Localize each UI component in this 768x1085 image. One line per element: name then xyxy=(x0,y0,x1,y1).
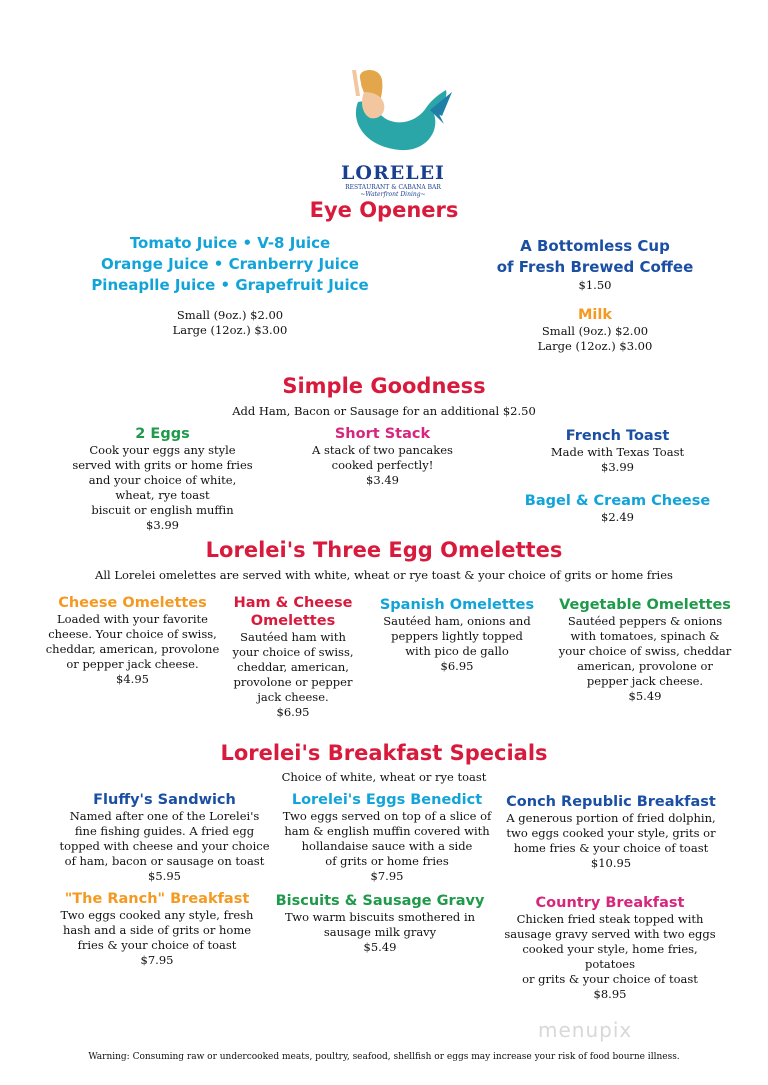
item-desc: hash and a side of grits or home xyxy=(62,923,252,937)
milk-item xyxy=(495,306,695,354)
item-desc: ham & english muffin covered with xyxy=(284,824,490,838)
item-desc: Two eggs cooked any style, fresh xyxy=(60,908,254,922)
item-name: Short Stack xyxy=(334,426,431,442)
specials-note: Choice of white, wheat or rye toast xyxy=(281,770,487,784)
item-name: Country Breakfast xyxy=(535,895,685,911)
item-desc: Sautéed ham, onions and xyxy=(383,614,531,628)
item-name: Bagel & Cream Cheese xyxy=(524,493,711,509)
item-price: $5.95 xyxy=(148,869,181,883)
item-desc: your choice of swiss, cheddar xyxy=(558,644,732,658)
milk-name: Milk xyxy=(577,307,612,323)
item-desc: your choice of swiss, xyxy=(232,645,354,659)
item-eggs-benedict xyxy=(276,791,498,884)
item-desc: and your choice of white, xyxy=(88,473,237,487)
item-french-toast xyxy=(510,427,725,475)
item-price: $5.49 xyxy=(628,689,662,703)
coffee-line1: A Bottomless Cup xyxy=(520,237,670,255)
item-name: Cheese Omelettes xyxy=(58,595,207,611)
coffee-item xyxy=(470,236,720,293)
item-price: $4.95 xyxy=(116,672,149,686)
item-desc: of ham, bacon or sausage on toast xyxy=(64,854,265,868)
item-price: $7.95 xyxy=(370,869,404,883)
item-short-stack xyxy=(280,425,485,488)
item-ranch-breakfast xyxy=(52,890,262,968)
item-name: "The Ranch" Breakfast xyxy=(64,891,250,907)
item-desc: Sautéed peppers & onions xyxy=(567,614,723,628)
item-desc: cooked perfectly! xyxy=(331,458,434,472)
item-price: $6.95 xyxy=(276,705,310,719)
brand-name: LORELEI xyxy=(341,162,445,184)
item-name: Vegetable Omelettes xyxy=(559,597,731,613)
juice-line: Orange Juice • Cranberry Juice xyxy=(101,255,359,273)
item-name: Conch Republic Breakfast xyxy=(506,794,716,810)
item-ham-cheese-omelette xyxy=(222,594,364,720)
item-desc: of grits or home fries xyxy=(325,854,449,868)
item-country-breakfast xyxy=(496,894,724,1002)
omelettes-note: All Lorelei omelettes are served with white, wheat or rye toast & your choice of grits or home fries xyxy=(95,568,673,582)
item-desc: sausage gravy served with two eggs xyxy=(504,927,716,941)
item-vegetable-omelette xyxy=(550,596,740,704)
brand-subtag: ~Waterfront Dining~ xyxy=(360,191,426,198)
simple-goodness-note: Add Ham, Bacon or Sausage for an additional $2.50 xyxy=(232,404,536,418)
item-name: Biscuits & Sausage Gravy xyxy=(275,893,485,909)
item-price: $3.99 xyxy=(601,460,634,474)
item-spanish-omelette xyxy=(367,596,547,674)
milk-price-large: Large (12oz.) $3.00 xyxy=(537,339,653,353)
item-cheese-omelette xyxy=(40,594,225,687)
item-desc: two eggs cooked your style, grits or xyxy=(506,826,716,840)
item-name: 2 Eggs xyxy=(135,426,190,442)
item-desc: home fries & your choice of toast xyxy=(513,841,709,855)
item-name: Spanish Omelettes xyxy=(379,597,535,613)
item-name: Fluffy's Sandwich xyxy=(93,792,236,808)
item-desc: provolone or pepper xyxy=(233,675,353,689)
omelettes-title: Lorelei's Three Egg Omelettes xyxy=(205,538,563,562)
item-price: $2.49 xyxy=(601,510,634,524)
watermark: menupix xyxy=(538,1018,633,1042)
brand-tagline: RESTAURANT & CABANA BAR xyxy=(345,184,441,191)
item-price: $3.49 xyxy=(366,473,399,487)
item-price: $5.49 xyxy=(363,940,397,954)
item-price: $6.95 xyxy=(440,659,474,673)
logo xyxy=(330,62,456,198)
item-desc: A generous portion of fried dolphin, xyxy=(506,811,716,825)
item-desc: Two warm biscuits smothered in xyxy=(284,910,476,924)
mermaid-icon xyxy=(330,62,456,162)
item-desc: Sautéed ham with xyxy=(240,630,346,644)
simple-goodness-title: Simple Goodness xyxy=(282,374,486,398)
item-name: Ham & Cheese xyxy=(233,595,353,611)
item-desc: peppers lightly topped xyxy=(391,629,523,643)
item-desc: Made with Texas Toast xyxy=(550,445,685,459)
item-desc: fries & your choice of toast xyxy=(77,938,237,952)
item-desc: Two eggs served on top of a slice of xyxy=(282,809,492,823)
item-desc: A stack of two pancakes xyxy=(312,443,453,457)
item-desc: american, provolone or xyxy=(577,659,713,673)
food-warning: Warning: Consuming raw or undercooked meats, poultry, seafood, shellfish or eggs may increase your risk of food bourne illness. xyxy=(88,1052,680,1062)
item-desc: with pico de gallo xyxy=(405,644,509,658)
item-bagel xyxy=(500,492,735,525)
item-desc: Loaded with your favorite xyxy=(57,612,208,626)
item-conch-republic xyxy=(496,793,726,871)
item-desc: Named after one of the Lorelei's xyxy=(69,809,260,823)
item-price: $3.99 xyxy=(146,518,179,532)
juice-list xyxy=(70,233,390,296)
milk-price-small: Small (9oz.) $2.00 xyxy=(541,324,649,338)
specials-title: Lorelei's Breakfast Specials xyxy=(220,741,548,765)
juice-price-small: Small (9oz.) $2.00 xyxy=(176,308,284,322)
eye-openers-title: Eye Openers xyxy=(309,198,459,222)
item-desc: cheese. Your choice of swiss, xyxy=(48,627,217,641)
item-two-eggs xyxy=(40,425,285,533)
item-desc: cheddar, american, provolone xyxy=(45,642,220,656)
item-desc: cooked your style, home fries, potatoes xyxy=(522,942,698,971)
item-desc: biscuit or english muffin xyxy=(91,503,234,517)
item-desc: hollandaise sauce with a side xyxy=(301,839,473,853)
item-desc: wheat, rye toast xyxy=(115,488,210,502)
item-desc: topped with cheese and your choice xyxy=(59,839,270,853)
juice-line: Tomato Juice • V-8 Juice xyxy=(129,234,331,252)
item-name: Omelettes xyxy=(250,613,336,629)
item-biscuits-gravy xyxy=(265,892,495,955)
item-desc: jack cheese. xyxy=(257,690,329,704)
item-desc: with tomatoes, spinach & xyxy=(570,629,720,643)
item-desc: fine fishing guides. A fried egg xyxy=(74,824,255,838)
item-desc: served with grits or home fries xyxy=(72,458,253,472)
item-price: $8.95 xyxy=(593,987,627,1001)
item-name: French Toast xyxy=(565,428,670,444)
coffee-line2: of Fresh Brewed Coffee xyxy=(496,258,694,276)
item-desc: or pepper jack cheese. xyxy=(66,657,199,671)
juice-price-large: Large (12oz.) $3.00 xyxy=(172,323,288,337)
juice-line: Pineaplle Juice • Grapefruit Juice xyxy=(91,276,369,294)
item-price: $10.95 xyxy=(590,856,632,870)
juice-prices xyxy=(130,308,330,338)
item-fluffy-sandwich xyxy=(52,791,277,884)
item-name: Lorelei's Eggs Benedict xyxy=(291,792,483,808)
coffee-price: $1.50 xyxy=(578,278,612,292)
item-desc: Chicken fried steak topped with xyxy=(516,912,704,926)
item-desc: Cook your eggs any style xyxy=(89,443,236,457)
item-desc: pepper jack cheese. xyxy=(586,674,704,688)
item-desc: cheddar, american, xyxy=(237,660,349,674)
item-desc: or grits & your choice of toast xyxy=(522,972,698,986)
item-price: $7.95 xyxy=(140,953,174,967)
item-desc: sausage milk gravy xyxy=(323,925,437,939)
